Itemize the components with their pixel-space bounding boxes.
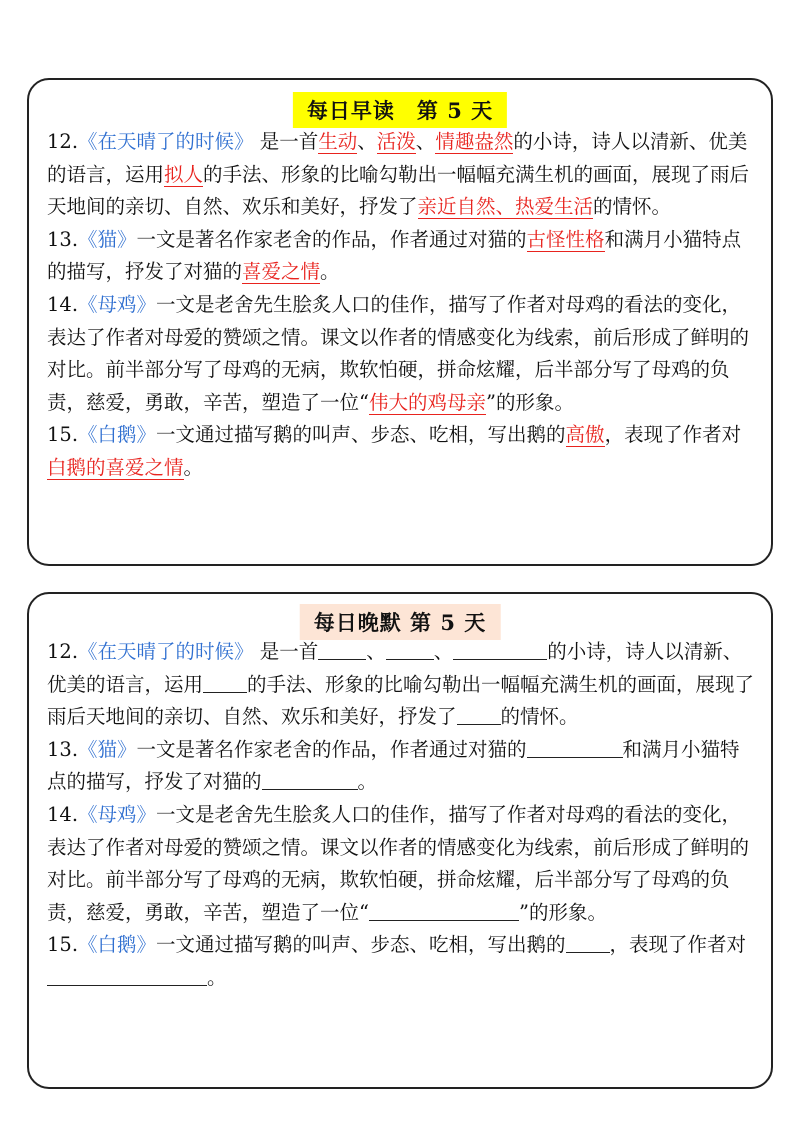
answer: 拟人 xyxy=(164,162,204,186)
morning-body xyxy=(47,126,757,485)
item-text: 和满月小猫特点的描写，抒发了对猫的 xyxy=(47,227,742,284)
answer-blank[interactable] xyxy=(262,770,358,791)
separator: 、 xyxy=(366,640,386,663)
item-text: 。 xyxy=(207,965,227,989)
item-text: 是一首 xyxy=(259,640,319,663)
separator: 、 xyxy=(415,130,436,153)
morning-reading-card xyxy=(27,78,773,566)
answer-blank[interactable] xyxy=(318,639,366,660)
answer-blank[interactable] xyxy=(386,639,434,660)
item-number: 14. xyxy=(47,292,79,316)
item-text: 的手法、形象的比喻勾勒出一幅幅充满生机的画面，展现了雨后天地间的亲切、自然、欢乐和美好，抒发了 xyxy=(47,162,750,219)
item-number: 12. xyxy=(47,640,79,663)
item-number: 13. xyxy=(47,737,79,761)
answer-blank[interactable] xyxy=(527,737,623,758)
evening-title: 每日晚默 第 5 天 xyxy=(300,604,501,640)
separator: 、 xyxy=(433,640,454,663)
evening-item-13 xyxy=(47,734,757,799)
answer: 白鹅的喜爱之情 xyxy=(47,455,184,479)
item-text: 。 xyxy=(183,455,204,479)
answer: 亲近自然、热爱生活 xyxy=(417,195,594,219)
evening-body xyxy=(47,636,757,995)
answer: 伟大的鸡母亲 xyxy=(368,390,486,414)
item-text: ，表现了作者对 xyxy=(609,933,747,957)
answer: 喜爱之情 xyxy=(242,260,321,284)
item-number: 12. xyxy=(47,130,79,153)
item-text: 的情怀。 xyxy=(500,705,579,729)
item-text: 一文是著名作家老舍的作品，作者通过对猫的 xyxy=(136,737,527,761)
item-text: ”的形象。 xyxy=(486,390,574,414)
quote-open: “ xyxy=(359,900,369,924)
answer-blank[interactable] xyxy=(457,705,501,726)
item-number: 14. xyxy=(47,802,79,826)
answer: 生动 xyxy=(318,130,358,153)
evening-dictation-card xyxy=(27,592,773,1089)
item-text: 的情怀。 xyxy=(593,195,672,219)
answer: 情趣盎然 xyxy=(435,130,514,153)
morning-item-12 xyxy=(47,126,757,224)
item-text: 。 xyxy=(357,770,378,794)
item-number: 15. xyxy=(47,423,79,447)
item-text: 一文是老舍先生脍炙人口的佳作，描写了作者对母鸡的看法的变化，表达了作者对母爱的赞颂之情。课文以作者的情感变化为线索，前后形成了鲜明的对比。前半部分写了母鸡的无病，欺软怕硬，拼命炫耀，后半部分写了母鸡的负责，慈爱，勇敢，辛苦，塑造了一位 xyxy=(47,802,750,924)
answer-blank[interactable] xyxy=(453,639,547,660)
morning-item-15 xyxy=(47,419,757,484)
book-title: 《白鹅》 xyxy=(78,423,157,447)
answer: 高傲 xyxy=(565,423,605,447)
item-number: 13. xyxy=(47,227,79,251)
book-title: 《猫》 xyxy=(78,227,137,251)
item-text: 和满月小猫特点的描写，抒发了对猫的 xyxy=(47,737,740,794)
answer: 活泼 xyxy=(376,130,416,153)
book-title: 《母鸡》 xyxy=(78,292,157,316)
morning-title: 每日早读 第 5 天 xyxy=(293,92,507,128)
evening-item-12 xyxy=(47,636,757,734)
answer: 古怪性格 xyxy=(526,227,605,251)
book-title: 《母鸡》 xyxy=(78,802,157,826)
separator: 、 xyxy=(357,130,377,153)
answer-blank[interactable] xyxy=(566,933,610,954)
item-text: 的小诗，诗人以清新、优美的语言，运用 xyxy=(47,640,743,696)
item-text: 。 xyxy=(320,260,340,284)
item-text: 一文是著名作家老舍的作品，作者通过对猫的 xyxy=(136,227,527,251)
item-text: 的手法、形象的比喻勾勒出一幅幅充满生机的画面，展现了雨后天地间的亲切、自然、欢乐和美好，抒发了 xyxy=(47,672,755,729)
item-text: ，表现了作者对 xyxy=(604,423,742,447)
item-number: 15. xyxy=(47,933,79,957)
book-title: 《猫》 xyxy=(78,737,137,761)
morning-item-13 xyxy=(47,224,757,289)
morning-item-14 xyxy=(47,289,757,419)
book-title: 《白鹅》 xyxy=(78,933,157,957)
answer-blank[interactable] xyxy=(203,672,247,693)
item-text: 一文通过描写鹅的叫声、步态、吃相，写出鹅的 xyxy=(156,933,566,957)
item-text: 一文是老舍先生脍炙人口的佳作，描写了作者对母鸡的看法的变化，表达了作者对母爱的赞颂之情。课文以作者的情感变化为线索，前后形成了鲜明的对比。前半部分写了母鸡的无病，欺软怕硬，拼命炫耀，后半部分写了母鸡的负责，慈爱，勇敢，辛苦，塑造了一位“ xyxy=(47,292,750,414)
evening-item-15 xyxy=(47,929,757,994)
book-title: 《在天晴了的时候》 xyxy=(78,130,254,153)
quote-close: ” xyxy=(519,900,529,924)
item-text: 是一首 xyxy=(259,130,319,153)
item-text: 的形象。 xyxy=(528,900,607,924)
answer-blank[interactable] xyxy=(47,965,207,986)
answer-blank[interactable] xyxy=(369,900,519,921)
item-text: 一文通过描写鹅的叫声、步态、吃相，写出鹅的 xyxy=(156,423,566,447)
evening-item-14 xyxy=(47,799,757,929)
book-title: 《在天晴了的时候》 xyxy=(78,640,254,663)
item-text: 的小诗，诗人以清新、优美的语言，运用 xyxy=(47,130,748,186)
